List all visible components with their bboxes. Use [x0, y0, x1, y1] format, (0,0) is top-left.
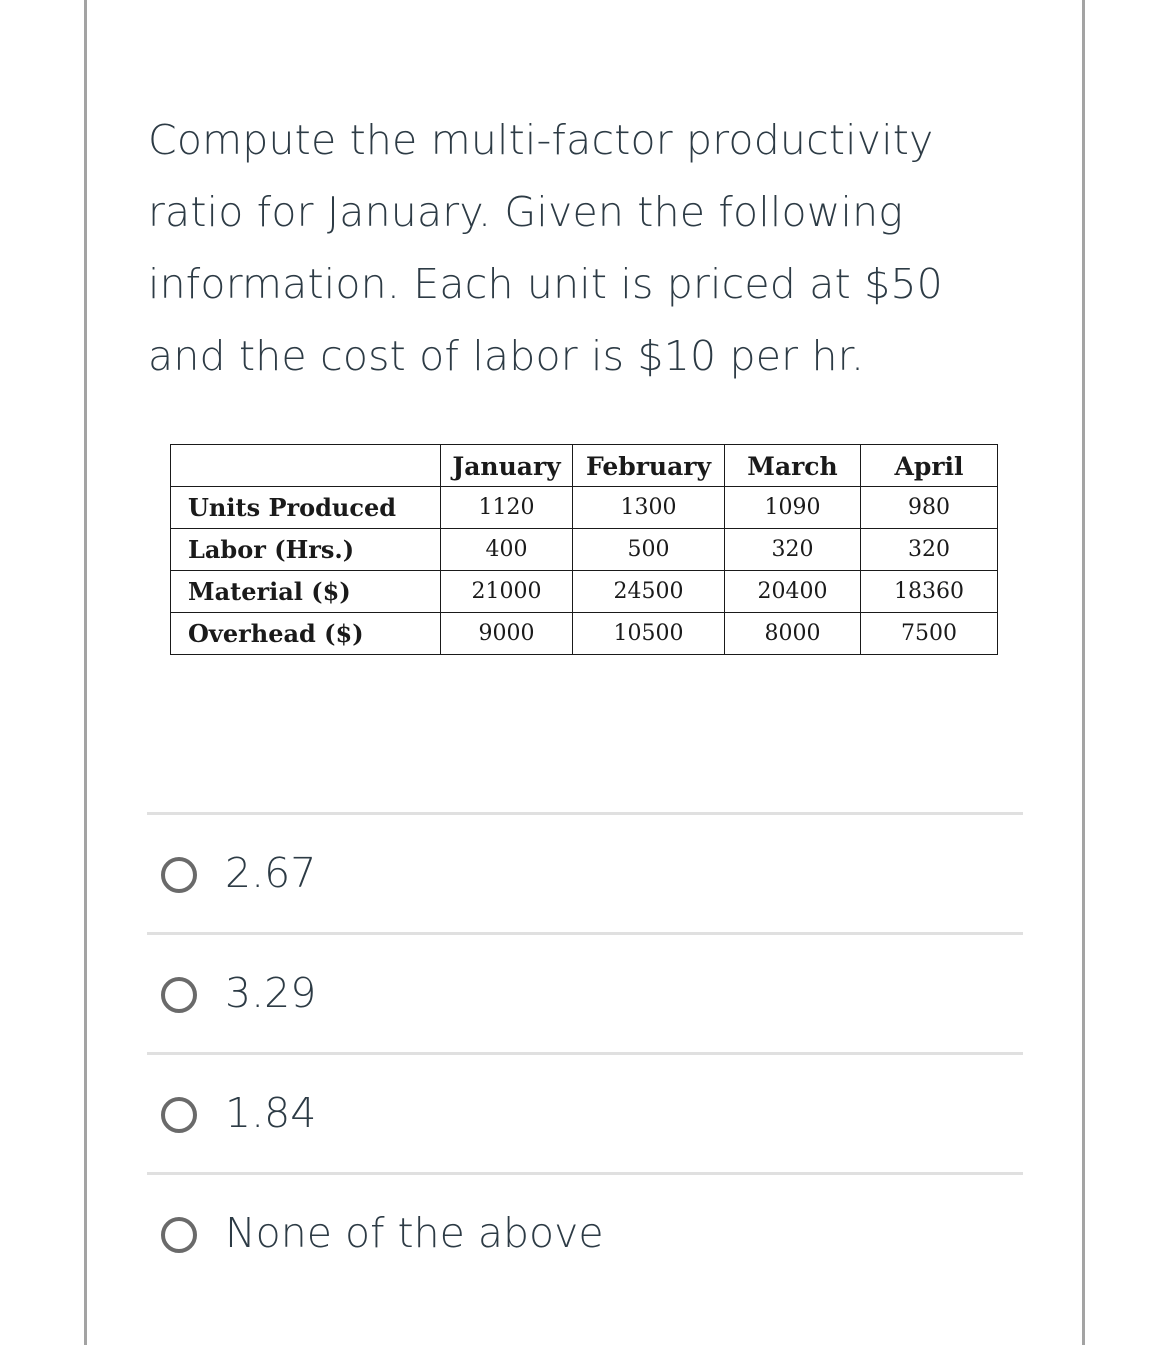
- table-cell: 1090: [725, 487, 861, 529]
- table-row: [171, 487, 998, 529]
- radio-button-icon[interactable]: [161, 977, 197, 1013]
- question-line: and the cost of labor is $10 per hr.: [148, 332, 865, 380]
- answer-option-2[interactable]: [147, 935, 1023, 1052]
- table-row: [171, 613, 998, 655]
- table-cell: 500: [573, 529, 725, 571]
- table-cell: 320: [861, 529, 998, 571]
- right-border: [1082, 0, 1085, 1345]
- table-cell: 1300: [573, 487, 725, 529]
- table-cell: 7500: [861, 613, 998, 655]
- table-cell: 9000: [441, 613, 573, 655]
- table-cell: 1120: [441, 487, 573, 529]
- table-cell: 20400: [725, 571, 861, 613]
- table-header-row: [171, 445, 998, 487]
- table-cell: 320: [725, 529, 861, 571]
- row-label-labor-hrs: Labor (Hrs.): [171, 529, 441, 571]
- answer-option-label: 1.84: [225, 1089, 317, 1137]
- table-cell: 8000: [725, 613, 861, 655]
- answer-option-label: 3.29: [225, 969, 317, 1017]
- table-row: [171, 529, 998, 571]
- table-cell: 21000: [441, 571, 573, 613]
- answer-option-1[interactable]: [147, 815, 1023, 932]
- table-corner-cell: [171, 445, 441, 487]
- table-cell: 24500: [573, 571, 725, 613]
- table-row: [171, 571, 998, 613]
- table-cell: 400: [441, 529, 573, 571]
- radio-button-icon[interactable]: [161, 1097, 197, 1133]
- question-line: ratio for January. Given the following: [148, 188, 904, 236]
- column-header-february: February: [573, 445, 725, 487]
- question-line: Compute the multi-factor productivity: [148, 116, 934, 164]
- question-line: information. Each unit is priced at $50: [148, 260, 943, 308]
- table-cell: 10500: [573, 613, 725, 655]
- column-header-january: January: [441, 445, 573, 487]
- answer-option-3[interactable]: [147, 1055, 1023, 1172]
- row-label-overhead: Overhead ($): [171, 613, 441, 655]
- table-cell: 980: [861, 487, 998, 529]
- column-header-march: March: [725, 445, 861, 487]
- question-text: [148, 104, 1028, 392]
- table-cell: 18360: [861, 571, 998, 613]
- left-border: [84, 0, 87, 1345]
- radio-button-icon[interactable]: [161, 857, 197, 893]
- answer-option-4[interactable]: [147, 1175, 1023, 1292]
- answer-options: [147, 812, 1023, 1292]
- column-header-april: April: [861, 445, 998, 487]
- row-label-units-produced: Units Produced: [171, 487, 441, 529]
- production-data-table: [170, 444, 998, 655]
- answer-option-label: 2.67: [225, 849, 317, 897]
- answer-option-label: None of the above: [225, 1209, 604, 1257]
- row-label-material: Material ($): [171, 571, 441, 613]
- radio-button-icon[interactable]: [161, 1217, 197, 1253]
